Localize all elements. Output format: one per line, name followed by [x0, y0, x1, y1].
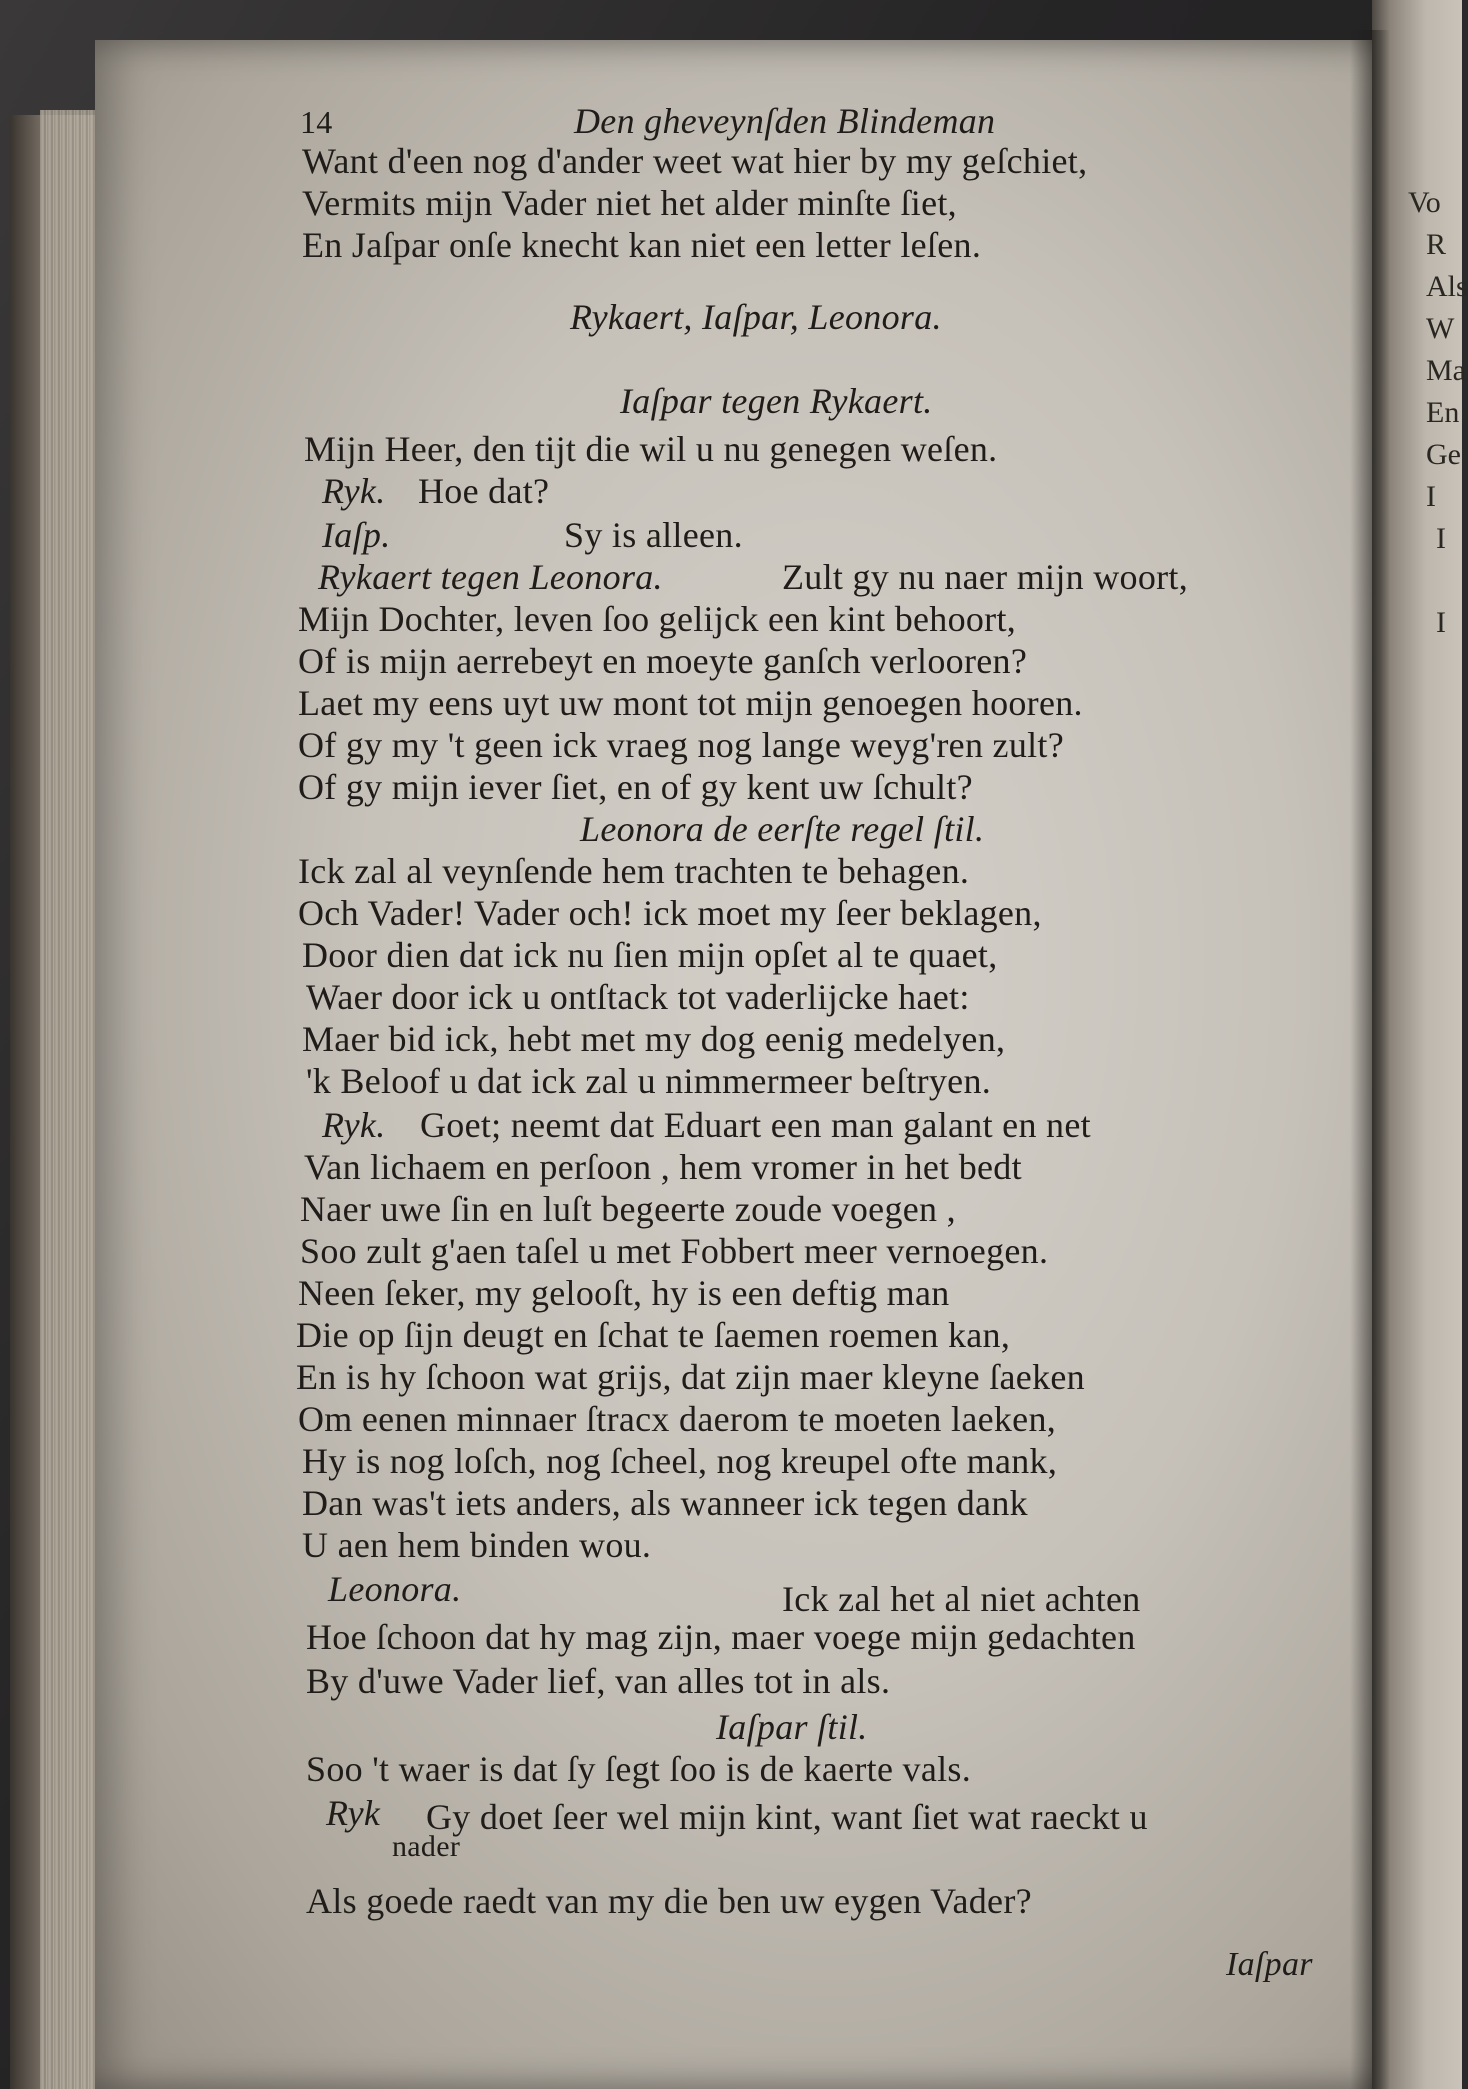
text-line: Laet my eens uyt uw mont tot mijn genoegen hooren. — [298, 683, 1083, 723]
facing-page-fragment: I — [1436, 606, 1446, 639]
page-gutter — [1350, 30, 1390, 2089]
text-line: Waer door ick u ontſtack tot vaderlijcke haet: — [306, 977, 970, 1017]
speaker-label: Rykaert tegen Leonora. — [318, 557, 663, 597]
speaker-label: Ryk — [326, 1793, 381, 1833]
running-head: Den gheveynſden Blindeman — [574, 101, 996, 141]
text-line: Maer bid ick, hebt met my dog eenig medelyen, — [302, 1019, 1006, 1059]
text-line: Neen ſeker, my gelooſt, hy is een deftig man — [298, 1273, 950, 1313]
text-line: Ick zal het al niet achten — [782, 1579, 1141, 1619]
facing-page-fragment: Ge — [1426, 438, 1461, 471]
text-line: Of gy mijn iever ſiet, en of gy kent uw ſchult? — [298, 767, 973, 807]
facing-page-fragment: En — [1426, 396, 1460, 429]
speaker-label: Ryk. — [322, 471, 386, 511]
text-line: By d'uwe Vader lief, van alles tot in als. — [306, 1661, 891, 1701]
text-line: U aen hem binden wou. — [302, 1525, 652, 1565]
text-line: Dan was't iets anders, als wanneer ick tegen dank — [302, 1483, 1028, 1523]
text-line: Hoe ſchoon dat hy mag zijn, maer voege mijn gedachten — [306, 1617, 1136, 1657]
stage-direction: Iaſpar ſtil. — [716, 1707, 868, 1747]
text-line: Of is mijn aerrebeyt en moeyte ganſch verlooren? — [298, 641, 1028, 681]
text-line: Mijn Dochter, leven ſoo gelijck een kint behoort, — [298, 599, 1017, 639]
text-line: Naer uwe ſin en luſt begeerte zoude voegen , — [300, 1189, 956, 1229]
text-line: Soo 't waer is dat ſy ſegt ſoo is de kaerte vals. — [306, 1749, 972, 1789]
stage-direction: Leonora de eerſte regel ſtil. — [580, 809, 985, 849]
text-line: Hoe dat? — [418, 471, 550, 511]
facing-page-fragment — [1408, 560, 1462, 602]
text-line: 'k Beloof u dat ick zal u nimmermeer beſtryen. — [306, 1061, 992, 1101]
text-line: Ick zal al veynſende hem trachten te behagen. — [298, 851, 970, 891]
text-line-continuation: nader — [392, 1830, 461, 1863]
text-line: Want d'een nog d'ander weet wat hier by my geſchiet, — [302, 141, 1088, 181]
page-number: 14 — [300, 104, 333, 140]
text-line: Van lichaem en perſoon , hem vromer in het bedt — [304, 1147, 1022, 1187]
facing-page-fragment: I — [1436, 522, 1446, 555]
text-line: Goet; neemt dat Eduart een man galant en net — [420, 1105, 1091, 1145]
text-line: En is hy ſchoon wat grijs, dat zijn maer kleyne ſaeken — [296, 1357, 1085, 1397]
text-line: Hy is nog loſch, nog ſcheel, nog kreupel ofte mank, — [302, 1441, 1058, 1481]
facing-page-fragment: Als — [1426, 270, 1468, 303]
text-line: Vermits mijn Vader niet het alder minſte ſiet, — [302, 183, 957, 223]
text-line: Och Vader! Vader och! ick moet my ſeer beklagen, — [298, 893, 1042, 933]
stage-direction: Iaſpar tegen Rykaert. — [620, 381, 933, 421]
text-line: En Jaſpar onſe knecht kan niet een letter leſen. — [302, 225, 982, 265]
speaker-label: Leonora. — [328, 1569, 462, 1609]
facing-page-fragment: Ma — [1426, 354, 1466, 387]
facing-page-text — [1408, 182, 1468, 644]
text-line: Als goede raedt van my die ben uw eygen Vader? — [306, 1881, 1032, 1921]
text-line: Door dien dat ick nu ſien mijn opſet al te quaet, — [302, 935, 998, 975]
catchword: Iaſpar — [1226, 1946, 1313, 1983]
facing-page-fragment: I — [1426, 480, 1436, 513]
facing-page-fragment: R — [1426, 228, 1447, 261]
text-line: Gy doet ſeer wel mijn kint, want ſiet wat raeckt u — [426, 1797, 1148, 1837]
facing-page-fragment: Vo — [1408, 186, 1441, 219]
speaker-label: Iaſp. — [322, 515, 391, 555]
text-line: Of gy my 't geen ick vraeg nog lange weyg'ren zult? — [298, 725, 1065, 765]
text-line: Om eenen minnaer ſtracx daerom te moeten laeken, — [298, 1399, 1057, 1439]
text-line: Soo zult g'aen taſel u met Fobbert meer vernoegen. — [300, 1231, 1049, 1271]
facing-page-fragment: W — [1426, 312, 1455, 345]
text-line: Sy is alleen. — [564, 515, 743, 555]
scene-heading: Rykaert, Iaſpar, Leonora. — [570, 297, 942, 337]
text-line: Mijn Heer, den tijt die wil u nu genegen weſen. — [304, 429, 998, 469]
text-line: Zult gy nu naer mijn woort, — [782, 557, 1189, 597]
speaker-label: Ryk. — [322, 1105, 386, 1145]
text-line: Die op ſijn deugt en ſchat te ſaemen roemen kan, — [296, 1315, 1011, 1355]
